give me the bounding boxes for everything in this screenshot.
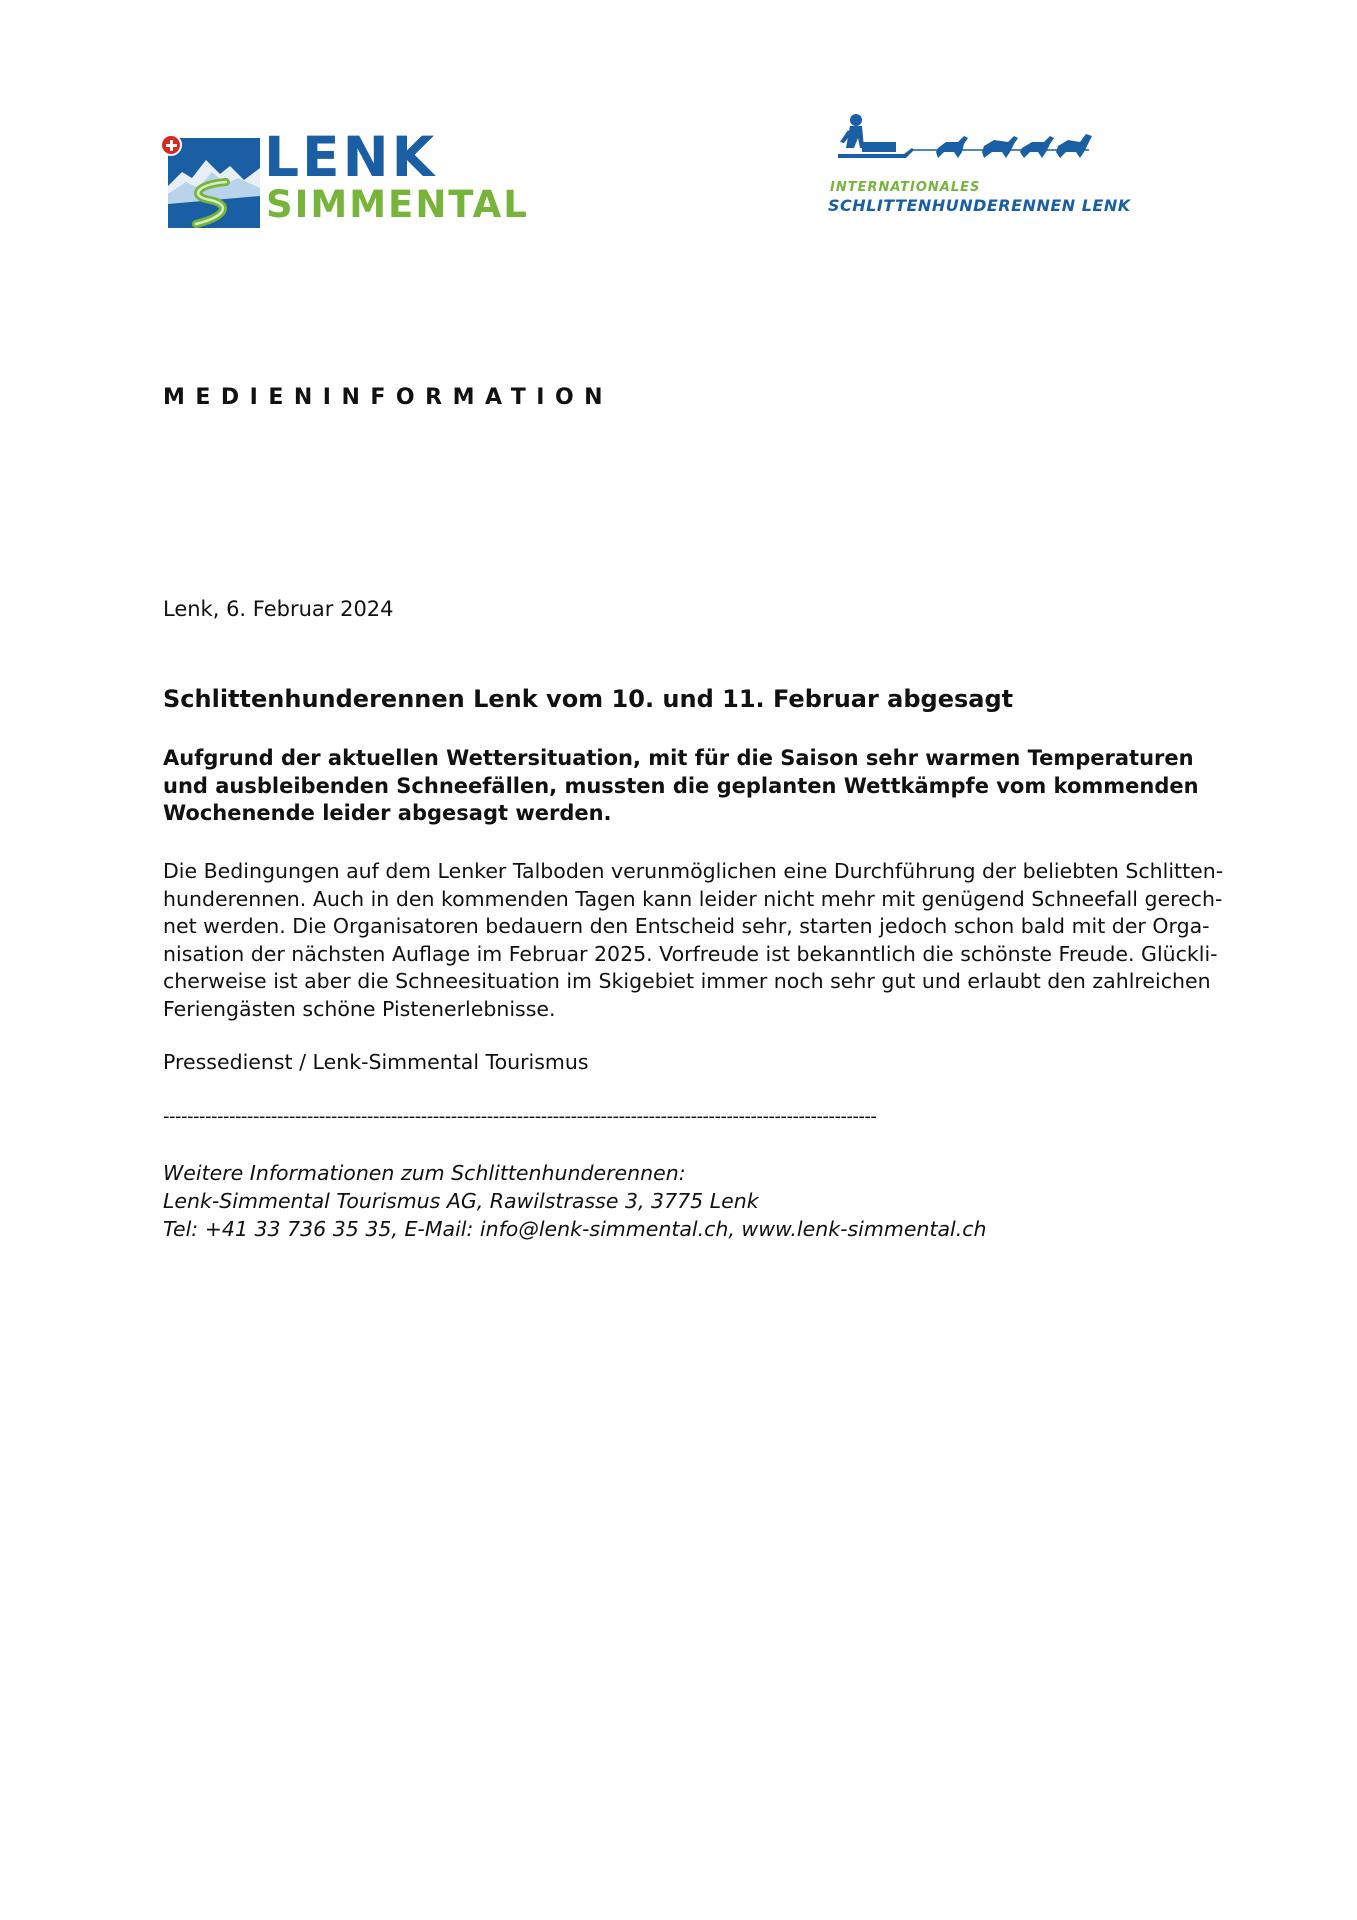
body-line: nisation der nächsten Auflage im Februar 2025. Vorfreude ist bekanntlich die schönste Freude. Glückli- [163, 941, 1218, 966]
contact-info [163, 1160, 987, 1243]
body-paragraph [163, 858, 1223, 1024]
body-line: Feriengästen schöne Pistenerlebnisse. [163, 996, 556, 1021]
contact-line: Tel: +41 33 736 35 35, E-Mail: info@lenk-simmental.ch, www.lenk-simmental.ch [163, 1216, 987, 1241]
dateline: Lenk, 6. Februar 2024 [163, 597, 394, 621]
lenk-simmental-logo [160, 125, 530, 238]
lead-paragraph [163, 745, 1223, 828]
contact-line: Lenk-Simmental Tourismus AG, Rawilstrasse 3, 3775 Lenk [163, 1188, 759, 1213]
body-line: cherweise ist aber die Schneesituation im Skigebiet immer noch sehr gut und erlaubt den zahlreichen [163, 969, 1211, 994]
lead-line: Wochenende leider abgesagt werden. [163, 801, 612, 825]
signature: Pressedienst / Lenk-Simmental Tourismus [163, 1050, 589, 1074]
sled-dog-team-icon [834, 112, 1104, 172]
body-line: net werden. Die Organisatoren bedauern den Entscheid sehr, starten jedoch schon bald mit der Orga- [163, 914, 1210, 939]
logo-title-simmental: SIMMENTAL [266, 183, 529, 226]
logo-title-lenk: LENK [264, 125, 438, 189]
contact-line: Weitere Informationen zum Schlittenhunderennen: [163, 1161, 686, 1185]
lead-line: Aufgrund der aktuellen Wettersituation, mit für die Saison sehr warmen Temperaturen [163, 746, 1194, 770]
sled-dog-race-logo [822, 112, 1132, 222]
document-label: MEDIENINFORMATION [163, 385, 614, 410]
swiss-cross-icon [160, 134, 182, 156]
body-line: Die Bedingungen auf dem Lenker Talboden verunmöglichen eine Durchführung der beliebten Schlitten- [163, 859, 1224, 883]
logo-subtitle-internationales: INTERNATIONALES [830, 180, 981, 195]
lead-line: und ausbleibenden Schneefällen, mussten die geplanten Wettkämpfe vom kommenden [163, 773, 1199, 798]
headline: Schlittenhunderennen Lenk vom 10. und 11. Februar abgesagt [163, 685, 1014, 713]
mountain-logo-icon [168, 138, 260, 228]
logo-title-schlittenhunderennen: SCHLITTENHUNDERENNEN LENK [828, 196, 1131, 215]
dashed-divider: ----------------------------------------------------------------------------------------------------------------------- [163, 1106, 877, 1127]
body-line: hunderennen. Auch in den kommenden Tagen kann leider nicht mehr mit genügend Schneefall gerech- [163, 886, 1223, 911]
